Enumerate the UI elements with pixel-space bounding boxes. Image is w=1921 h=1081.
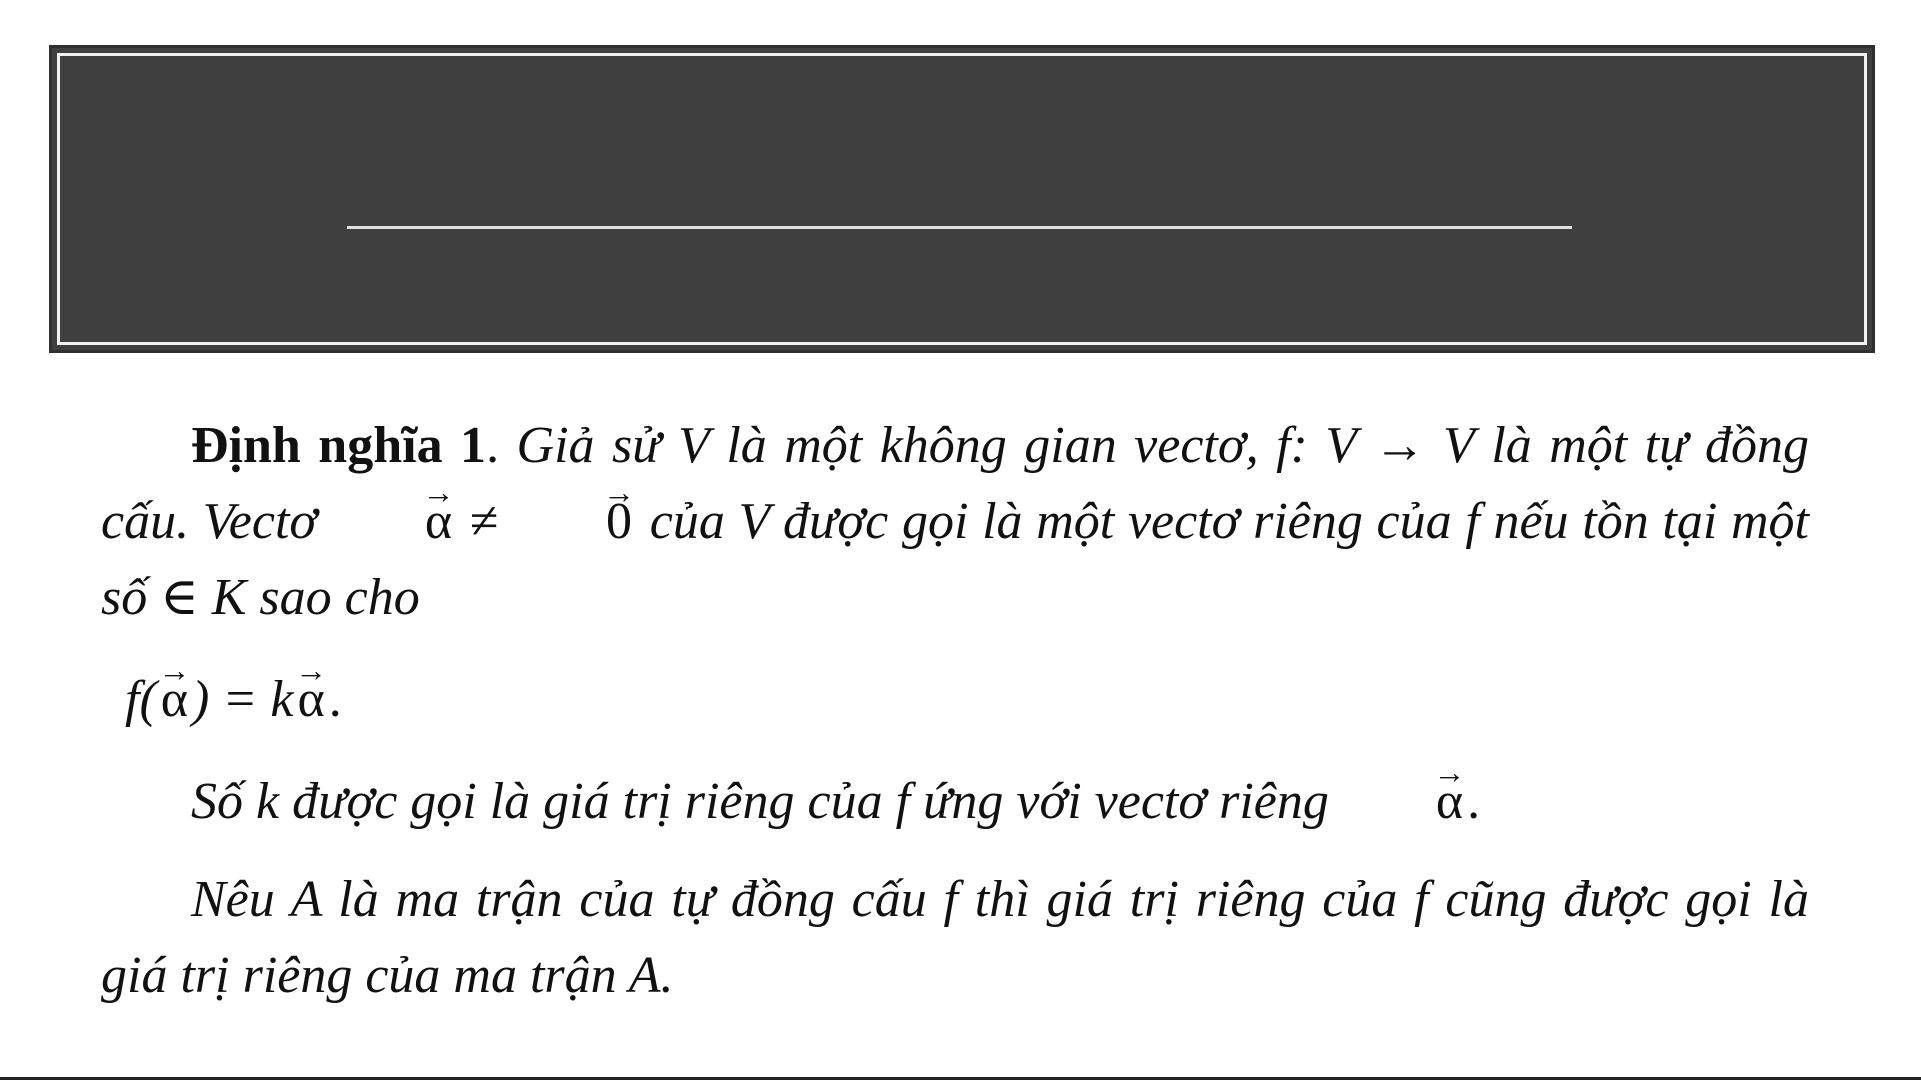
matrix-note: [101, 862, 1809, 1014]
eigenvalue-note: [101, 764, 1809, 840]
definition-content: [101, 408, 1809, 1014]
header-inner-frame: [57, 53, 1867, 345]
formula-alpha-vector: → α: [157, 662, 192, 738]
zero-vector: → 0: [512, 484, 636, 560]
eigenvalue-note-end: .: [1467, 773, 1481, 830]
eigen-equation: [101, 662, 1809, 738]
definition-sentence-1: Giả sử V là một không gian vectơ, f: V → V là một tự đồng cấu. Vectơ: [101, 417, 1809, 550]
formula-lhs-open: f(: [125, 671, 157, 728]
formula-end: .: [328, 671, 342, 728]
not-equal-sign: ≠: [469, 493, 499, 550]
matrix-note-text: Nêu A là ma trận của tự đồng cấu f thì giá trị riêng của f cũng được gọi là giá trị riêng của ma trận A.: [101, 871, 1809, 1004]
eigenvalue-note-text: Số k được gọi là giá trị riêng của f ứng với vectơ riêng: [191, 773, 1329, 830]
header-banner: [49, 45, 1875, 353]
definition-sentence-2: của V được gọi là một vectơ riêng của f nếu tồn tại một số ∈ K sao cho: [101, 493, 1809, 626]
formula-rhs-alpha-vector: → α: [294, 662, 329, 738]
definition-paragraph: [101, 408, 1809, 636]
header-rule: [347, 226, 1572, 229]
alpha-vector: → α: [331, 484, 456, 560]
definition-label: Định nghĩa 1: [191, 417, 487, 474]
formula-lhs-close: ) = k: [192, 671, 294, 728]
label-period: .: [486, 417, 517, 474]
page-bottom-border: [0, 1077, 1921, 1080]
eigenvalue-alpha-vector: → α: [1342, 764, 1467, 840]
